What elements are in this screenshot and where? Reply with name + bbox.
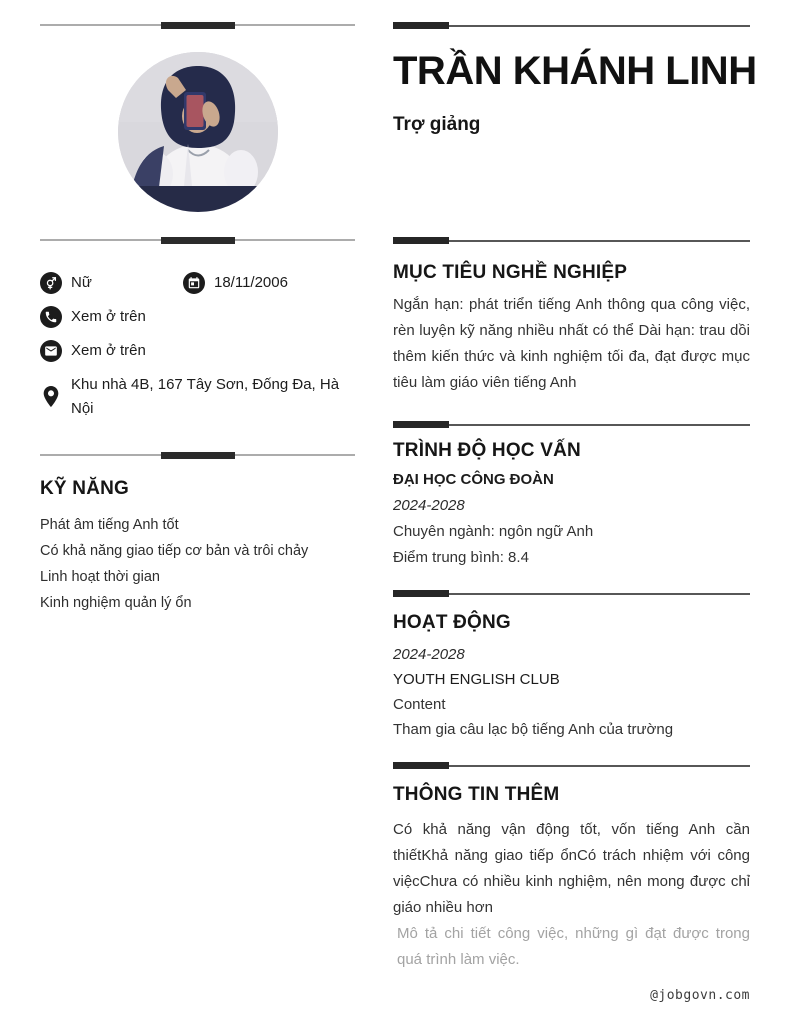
education-major: Chuyên ngành: ngôn ngữ Anh [393, 523, 594, 540]
email-icon [40, 340, 62, 362]
gender-icon [40, 272, 62, 294]
activities-heading: HOẠT ĐỘNG [393, 612, 511, 633]
avatar [118, 52, 278, 212]
divider [40, 237, 355, 244]
skill-item: Có khả năng giao tiếp cơ bản và trôi chảy [40, 543, 309, 559]
activity-description: Tham gia câu lạc bộ tiếng Anh của trường [393, 721, 674, 738]
divider [40, 452, 355, 459]
skill-item: Kinh nghiệm quản lý ổn [40, 595, 192, 611]
additional-info-heading: THÔNG TIN THÊM [393, 784, 560, 805]
skills-list [40, 512, 308, 616]
profile-photo-illustration [118, 52, 278, 212]
contact-section [40, 271, 355, 431]
email-value: Xem ở trên [71, 342, 146, 359]
divider [393, 762, 750, 769]
education-heading: TRÌNH ĐỘ HỌC VẤN [393, 440, 581, 461]
additional-info-text [393, 817, 750, 973]
objective-heading: MỤC TIÊU NGHỀ NGHIỆP [393, 262, 628, 283]
divider [393, 421, 750, 428]
location-icon [40, 386, 62, 408]
activity-role: Content [393, 696, 446, 713]
divider [393, 22, 750, 29]
phone-value: Xem ở trên [71, 308, 146, 325]
activity-organization: YOUTH ENGLISH CLUB [393, 671, 560, 688]
contact-row-gender-dob [40, 271, 355, 295]
education-school: ĐẠI HỌC CÔNG ĐOÀN [393, 471, 554, 488]
job-title: Trợ giảng [393, 114, 481, 135]
left-column [40, 0, 355, 1017]
education-gpa: Điểm trung bình: 8.4 [393, 549, 529, 566]
objective-text: Ngắn hạn: phát triển tiếng Anh thông qua công việc, rèn luyện kỹ năng nhiều nhất có thể Dài hạn: trau dồi thêm kiến thức và kinh nghiệm tối đa, đạt được mục tiêu làm giáo viên tiếng Anh [393, 296, 750, 391]
watermark: @jobgovn.com [650, 988, 750, 1003]
contact-row-email [40, 339, 355, 363]
additional-info-content: Có khả năng vận động tốt, vốn tiếng Anh cần thiếtKhả năng giao tiếp ổnCó trách nhiệm với công việcChưa có nhiều kinh nghiệm, nên mong được chỉ giáo nhiều hơn [393, 821, 750, 916]
dob-value: 18/11/2006 [214, 274, 288, 291]
skill-item: Phát âm tiếng Anh tốt [40, 517, 179, 533]
address-value: Khu nhà 4B, 167 Tây Sơn, Đống Đa, Hà Nội [71, 376, 340, 417]
right-column [393, 0, 757, 1017]
skill-item: Linh hoạt thời gian [40, 569, 160, 585]
candidate-name: TRẦN KHÁNH LINH [393, 49, 757, 93]
phone-icon [40, 306, 62, 328]
divider [393, 237, 750, 244]
additional-info-placeholder: Mô tả chi tiết công việc, những gì đạt được trong quá trình làm việc. [397, 925, 750, 968]
contact-row-address [40, 373, 355, 421]
divider [40, 22, 355, 29]
education-period: 2024-2028 [393, 497, 465, 514]
divider [393, 590, 750, 597]
calendar-icon [183, 272, 205, 294]
gender-value: Nữ [71, 274, 92, 291]
contact-row-phone [40, 305, 355, 329]
skills-heading: KỸ NĂNG [40, 478, 130, 499]
activity-period: 2024-2028 [393, 646, 465, 663]
